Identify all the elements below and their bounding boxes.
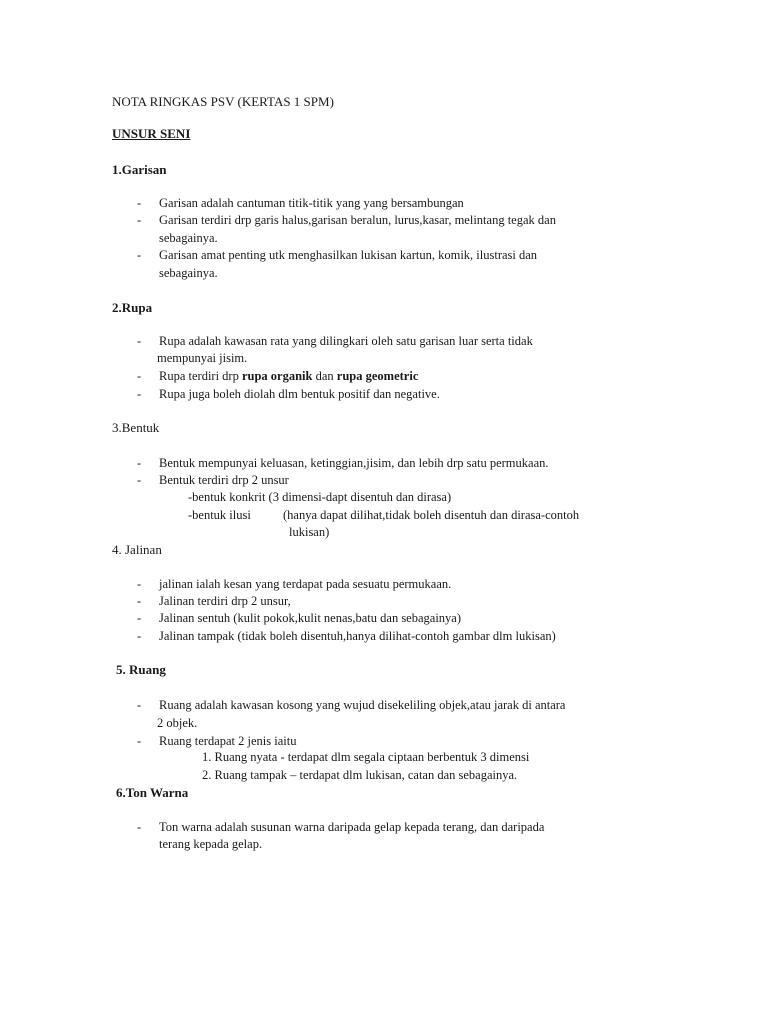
rupa-organik-term: rupa organik [241,369,313,383]
bullet-dash: - [137,594,142,608]
bullet-dash: - [137,456,142,470]
garisan-bullet-3-cont: sebagainya. [159,266,218,280]
jalinan-bullet-1: jalinan ialah kesan yang terdapat pada sesuatu permukaan. [159,577,452,591]
jalinan-bullet-2: Jalinan terdiri drp 2 unsur, [159,594,291,608]
bentuk-sub-ilusi-desc: (hanya dapat dilihat,tidak boleh disentuh dan dirasa-contoh [283,508,580,522]
rupa-bullet-1: Rupa adalah kawasan rata yang dilingkari oleh satu garisan luar serta tidak [159,334,533,348]
main-heading: UNSUR SENI [112,126,191,141]
page-title: NOTA RINGKAS PSV (KERTAS 1 SPM) [112,94,334,109]
bullet-dash: - [137,611,142,625]
bentuk-sub-ilusi-cont: lukisan) [289,525,330,539]
bentuk-bullet-2: Bentuk terdiri drp 2 unsur [159,473,289,487]
bullet-dash: - [137,577,142,591]
bullet-dash: - [137,248,142,262]
rupa-bullet-3: Rupa juga boleh diolah dlm bentuk positif dan negative. [159,387,440,401]
garisan-bullet-2-cont: sebagainya. [159,231,218,245]
bentuk-bullet-1: Bentuk mempunyai keluasan, ketinggian,jisim, dan lebih drp satu permukaan. [159,456,549,470]
bullet-dash: - [137,334,142,348]
bullet-dash: - [137,213,142,227]
bullet-dash: - [137,369,142,383]
bullet-dash: - [137,196,142,210]
ton-warna-bullet-1: Ton warna adalah susunan warna daripada gelap kepada terang, dan daripada [159,820,545,834]
section-heading-ton-warna: 6.Ton Warna [116,785,189,800]
jalinan-bullet-3: Jalinan sentuh (kulit pokok,kulit nenas,batu dan sebagainya) [159,611,462,625]
ruang-numbered-1: 1. Ruang nyata - terdapat dlm segala ciptaan berbentuk 3 dimensi [202,750,530,764]
ruang-bullet-2: Ruang terdapat 2 jenis iaitu [159,734,297,748]
section-heading-ruang: 5. Ruang [116,662,166,677]
bentuk-sub-konkrit: -bentuk konkrit (3 dimensi-dapt disentuh dan dirasa) [188,490,452,504]
rupa-bullet-1-cont: mempunyai jisim. [157,351,248,365]
bullet-dash: - [137,734,142,748]
section-heading-garisan: 1.Garisan [112,162,167,177]
rupa-bullet-2-mid: dan [312,369,337,383]
bullet-dash: - [137,473,142,487]
bullet-dash: - [137,698,142,712]
ruang-numbered-2: 2. Ruang tampak – terdapat dlm lukisan, catan dan sebagainya. [202,768,518,782]
section-heading-rupa: 2.Rupa [112,300,153,315]
ruang-bullet-1-cont: 2 objek. [157,716,198,730]
garisan-bullet-1: Garisan adalah cantuman titik-titik yang yang bersambungan [159,196,464,210]
rupa-bullet-2 [159,368,418,384]
jalinan-bullet-4: Jalinan tampak (tidak boleh disentuh,hanya dilihat-contoh gambar dlm lukisan) [159,629,556,643]
bentuk-sub-ilusi-label: -bentuk ilusi [188,508,251,522]
section-heading-jalinan: 4. Jalinan [112,542,162,557]
rupa-geometric-term: rupa geometric [336,369,419,383]
bullet-dash: - [137,820,142,834]
rupa-bullet-2-pre: Rupa terdiri drp [159,369,242,383]
bullet-dash: - [137,387,142,401]
ruang-bullet-1: Ruang adalah kawasan kosong yang wujud disekeliling objek,atau jarak di antara [159,698,566,712]
ton-warna-bullet-1-cont: terang kepada gelap. [159,837,263,851]
garisan-bullet-2: Garisan terdiri drp garis halus,garisan beralun, lurus,kasar, melintang tegak dan [159,213,556,227]
section-heading-bentuk: 3.Bentuk [112,420,160,435]
bullet-dash: - [137,629,142,643]
garisan-bullet-3: Garisan amat penting utk menghasilkan lukisan kartun, komik, ilustrasi dan [159,248,538,262]
